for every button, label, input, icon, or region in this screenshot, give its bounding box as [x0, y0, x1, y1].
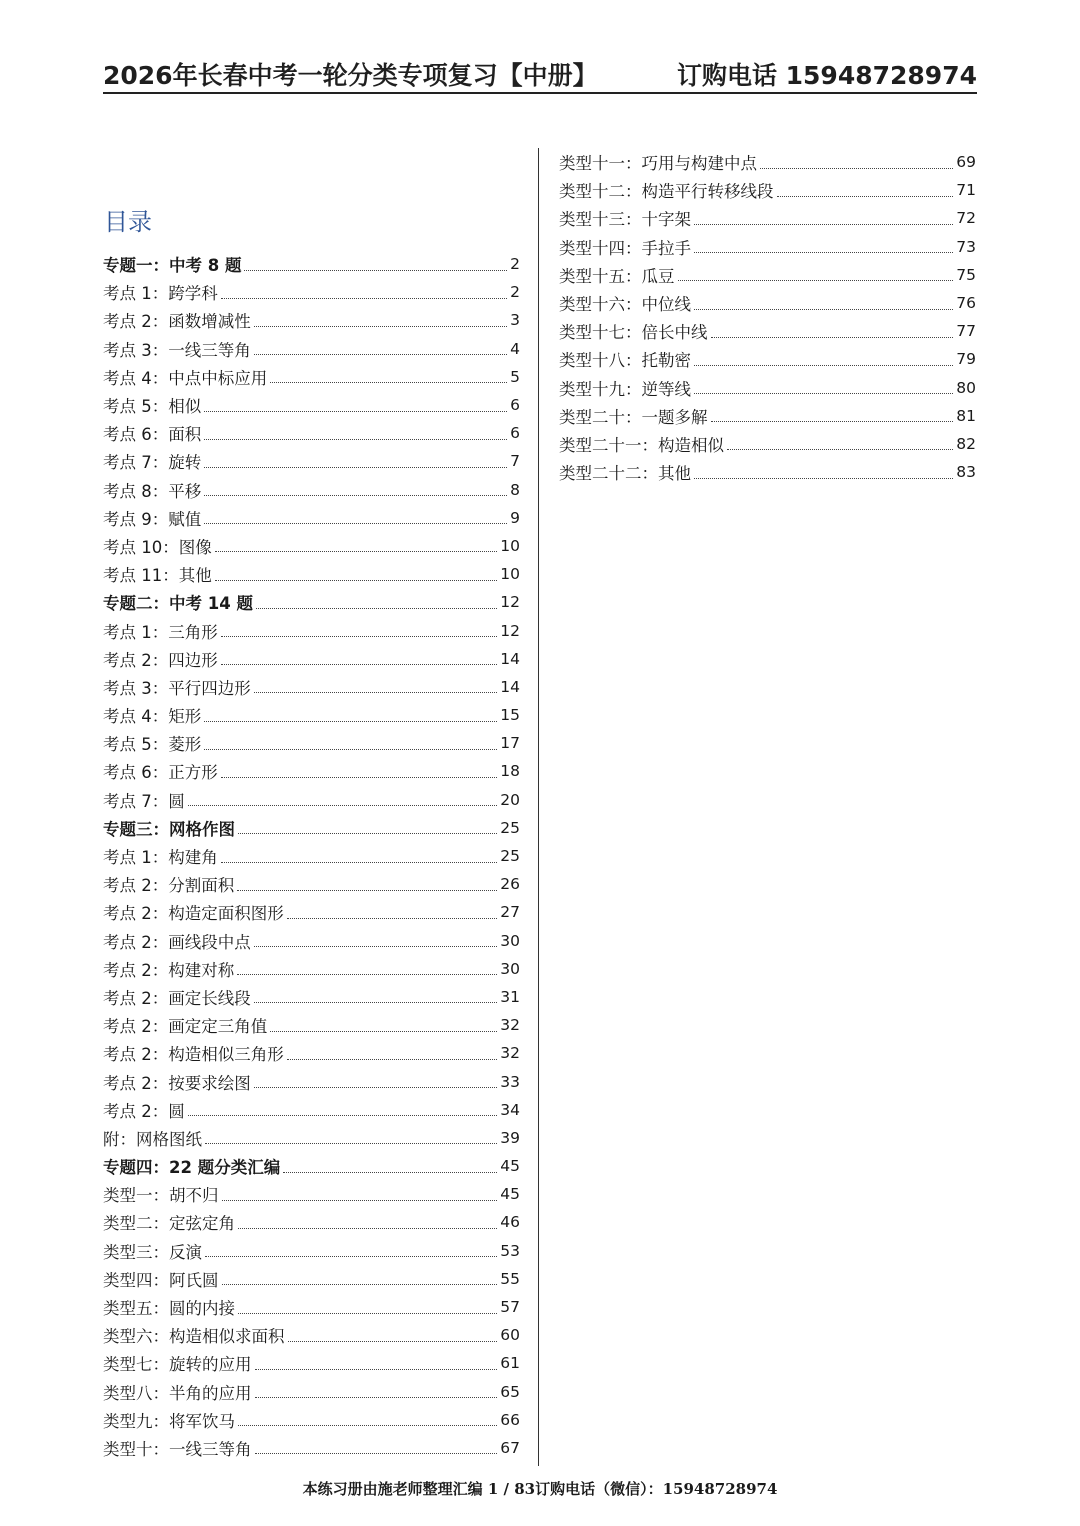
toc-entry[interactable]: [103, 532, 520, 560]
toc-entry-page: 79: [956, 350, 976, 369]
toc-entry-label: 类型十六：中位线: [559, 295, 691, 315]
toc-entry-page: 12: [500, 593, 520, 612]
toc-entry-page: 6: [510, 396, 520, 415]
toc-entry-label: 考点 7：旋转: [103, 453, 202, 473]
toc-entry-page: 9: [510, 508, 520, 527]
toc-entry-page: 45: [500, 1157, 520, 1176]
dot-leader: [204, 721, 497, 722]
toc-entry-label: 考点 2：画定定三角值: [103, 1017, 268, 1037]
toc-entry[interactable]: [103, 447, 520, 475]
dot-leader: [188, 805, 498, 806]
toc-entry-page: 57: [500, 1298, 520, 1317]
toc-entry-page: 8: [510, 480, 520, 499]
dot-leader: [254, 1002, 498, 1003]
page-header: [103, 52, 977, 94]
toc-entry-label: 类型七：旋转的应用: [103, 1355, 252, 1375]
toc-entry-label: 类型十七：倍长中线: [559, 323, 708, 343]
toc-entry[interactable]: [103, 560, 520, 588]
toc-entry-page: 45: [500, 1185, 520, 1204]
dot-leader: [287, 918, 498, 919]
dot-leader: [205, 1143, 497, 1144]
toc-entry[interactable]: [559, 374, 976, 402]
toc-entry-page: 31: [500, 987, 520, 1006]
toc-entry-page: 26: [500, 875, 520, 894]
toc-entry-label: 考点 2：函数增减性: [103, 312, 251, 332]
toc-entry-page: 65: [500, 1382, 520, 1401]
toc-entry-label: 考点 2：画线段中点: [103, 932, 251, 952]
toc-entry[interactable]: [103, 757, 520, 785]
dot-leader: [215, 551, 498, 552]
dot-leader: [254, 326, 507, 327]
toc-entry-label: 类型五：圆的内接: [103, 1299, 235, 1319]
toc-entry[interactable]: [103, 1039, 520, 1067]
toc-entry[interactable]: [103, 673, 520, 701]
toc-entry-label: 考点 10：图像: [103, 537, 212, 557]
toc-entry-label: 考点 6：正方形: [103, 763, 218, 783]
toc-entry-page: 66: [500, 1410, 520, 1429]
dot-leader: [694, 309, 953, 310]
dot-leader: [238, 833, 497, 834]
toc-entry-label: 类型十二：构造平行转移线段: [559, 182, 774, 202]
toc-entry-label: 考点 2：画定长线段: [103, 988, 251, 1008]
toc-entry-label: 考点 2：圆: [103, 1101, 185, 1121]
dot-leader: [237, 974, 497, 975]
toc-entry-label: 类型二十一：构造相似: [559, 435, 724, 455]
toc-entry[interactable]: [103, 955, 520, 983]
dot-leader: [694, 252, 953, 253]
column-divider: [538, 148, 539, 1466]
dot-leader: [255, 1369, 498, 1370]
dot-leader: [760, 168, 953, 169]
toc-entry[interactable]: [559, 261, 976, 289]
toc-entry-label: 类型二十：一题多解: [559, 407, 708, 427]
dot-leader: [204, 467, 507, 468]
toc-entry[interactable]: [103, 927, 520, 955]
dot-leader: [237, 890, 497, 891]
dot-leader: [694, 224, 953, 225]
dot-leader: [215, 580, 498, 581]
toc-entry-page: 18: [500, 762, 520, 781]
toc-entry-page: 32: [500, 1044, 520, 1063]
toc-entry-label: 考点 4：中点中标应用: [103, 368, 268, 388]
document-title: 2026年长春中考一轮分类专项复习【中册】: [103, 61, 598, 90]
toc-entry[interactable]: [559, 430, 976, 458]
dot-leader: [255, 1397, 498, 1398]
toc-entry-page: 17: [500, 734, 520, 753]
toc-entry[interactable]: [559, 176, 976, 204]
dot-leader: [254, 354, 507, 355]
toc-entry-label: 专题三：网格作图: [103, 819, 235, 839]
toc-entry-label: 类型十四：手拉手: [559, 238, 691, 258]
toc-entry-label: 专题二：中考 14 题: [103, 594, 253, 614]
toc-entry[interactable]: [103, 701, 520, 729]
dot-leader: [678, 280, 954, 281]
toc-entry-page: 33: [500, 1072, 520, 1091]
toc-entry[interactable]: [559, 148, 976, 176]
toc-entry[interactable]: [103, 786, 520, 814]
toc-entry-label: 专题四：22 题分类汇编: [103, 1158, 281, 1178]
dot-leader: [283, 1172, 497, 1173]
toc-entry-page: 25: [500, 847, 520, 866]
toc-entry[interactable]: [103, 645, 520, 673]
toc-entry-page: 83: [956, 463, 976, 482]
toc-entry[interactable]: [103, 898, 520, 926]
toc-entry[interactable]: [559, 402, 976, 430]
dot-leader: [270, 1031, 497, 1032]
toc-entry-label: 类型四：阿氏圆: [103, 1270, 219, 1290]
toc-entry-label: 专题一：中考 8 题: [103, 256, 242, 276]
toc-entry-label: 考点 3：一线三等角: [103, 340, 251, 360]
toc-entry-page: 75: [956, 265, 976, 284]
toc-entry-label: 考点 5：菱形: [103, 735, 202, 755]
toc-entry-label: 类型十一：巧用与构建中点: [559, 154, 757, 174]
toc-entry-label: 考点 5：相似: [103, 397, 202, 417]
toc-entry[interactable]: [103, 476, 520, 504]
toc-entry-label: 考点 11：其他: [103, 566, 212, 586]
toc-entry[interactable]: [103, 1349, 520, 1377]
toc-entry[interactable]: [103, 1237, 520, 1265]
toc-entry-page: 30: [500, 959, 520, 978]
toc-entry[interactable]: [103, 1067, 520, 1095]
dot-leader: [221, 664, 498, 665]
toc-entry[interactable]: [103, 504, 520, 532]
toc-entry-label: 类型八：半角的应用: [103, 1383, 252, 1403]
toc-entry-label: 考点 1：构建角: [103, 848, 218, 868]
toc-entry[interactable]: [103, 1434, 520, 1462]
toc-entry-label: 考点 2：分割面积: [103, 876, 235, 896]
toc-entry-label: 考点 2：按要求绘图: [103, 1073, 251, 1093]
toc-entry-page: 7: [510, 452, 520, 471]
toc-section-entry[interactable]: [103, 814, 520, 842]
dot-leader: [204, 523, 507, 524]
toc-entry-page: 73: [956, 237, 976, 256]
dot-leader: [254, 692, 498, 693]
toc-entry-page: 39: [500, 1128, 520, 1147]
dot-leader: [238, 1313, 497, 1314]
order-phone: 订购电话 15948728974: [676, 61, 977, 90]
dot-leader: [287, 1059, 498, 1060]
toc-entry-label: 类型十九：逆等线: [559, 379, 691, 399]
toc-entry-label: 附：网格图纸: [103, 1129, 202, 1149]
toc-entry-page: 61: [500, 1354, 520, 1373]
toc-entry-page: 69: [956, 153, 976, 172]
toc-entry[interactable]: [103, 1321, 520, 1349]
toc-entry-label: 考点 1：跨学科: [103, 284, 218, 304]
toc-entry-label: 类型一：胡不归: [103, 1186, 219, 1206]
dot-leader: [777, 196, 954, 197]
toc-entry-page: 53: [500, 1241, 520, 1260]
toc-entry-page: 12: [500, 621, 520, 640]
toc-entry[interactable]: [103, 1011, 520, 1039]
toc-entry[interactable]: [103, 616, 520, 644]
dot-leader: [221, 862, 498, 863]
toc-entry-page: 76: [956, 294, 976, 313]
dot-leader: [221, 298, 507, 299]
toc-entry-label: 考点 2：四边形: [103, 650, 218, 670]
toc-entry-label: 类型十五：瓜豆: [559, 266, 675, 286]
dot-leader: [238, 1425, 497, 1426]
dot-leader: [204, 411, 507, 412]
toc-entry-label: 类型十三：十字架: [559, 210, 691, 230]
dot-leader: [711, 421, 954, 422]
toc-entry-page: 15: [500, 706, 520, 725]
toc-entry-page: 77: [956, 322, 976, 341]
toc-entry[interactable]: [103, 729, 520, 757]
toc-entry[interactable]: [103, 278, 520, 306]
toc-entry-label: 类型九：将军饮马: [103, 1411, 235, 1431]
toc-entry-page: 10: [500, 565, 520, 584]
dot-leader: [254, 1087, 498, 1088]
dot-leader: [204, 439, 507, 440]
toc-left-column: [103, 250, 520, 1462]
toc-entry-page: 46: [500, 1213, 520, 1232]
toc-entry[interactable]: [103, 363, 520, 391]
toc-entry-page: 2: [510, 255, 520, 274]
dot-leader: [694, 365, 953, 366]
dot-leader: [244, 270, 507, 271]
dot-leader: [221, 777, 498, 778]
toc-heading: 目录: [104, 208, 152, 236]
toc-entry[interactable]: [103, 1180, 520, 1208]
toc-entry[interactable]: [559, 233, 976, 261]
dot-leader: [204, 749, 497, 750]
toc-entry-page: 80: [956, 378, 976, 397]
toc-entry[interactable]: [559, 204, 976, 232]
dot-leader: [727, 449, 953, 450]
toc-entry-page: 14: [500, 677, 520, 696]
toc-entry[interactable]: [103, 1293, 520, 1321]
toc-entry-label: 考点 9：赋值: [103, 509, 202, 529]
toc-entry-label: 考点 2：构建对称: [103, 960, 235, 980]
toc-entry[interactable]: [103, 306, 520, 334]
toc-entry[interactable]: [103, 1124, 520, 1152]
toc-entry-page: 27: [500, 903, 520, 922]
dot-leader: [205, 1256, 497, 1257]
toc-entry[interactable]: [103, 335, 520, 363]
dot-leader: [270, 382, 507, 383]
toc-section-entry[interactable]: [103, 588, 520, 616]
toc-entry-page: 34: [500, 1100, 520, 1119]
dot-leader: [254, 946, 498, 947]
toc-entry-page: 14: [500, 649, 520, 668]
toc-section-entry[interactable]: [103, 1152, 520, 1180]
toc-entry-page: 5: [510, 367, 520, 386]
toc-entry[interactable]: [559, 458, 976, 486]
page-footer: 本练习册由施老师整理汇编 1 / 83订购电话（微信）：15948728974: [302, 1480, 778, 1498]
toc-entry-label: 考点 3：平行四边形: [103, 678, 251, 698]
toc-entry-label: 考点 4：矩形: [103, 707, 202, 727]
toc-entry-page: 4: [510, 339, 520, 358]
dot-leader: [256, 608, 497, 609]
toc-entry[interactable]: [103, 1096, 520, 1124]
toc-entry-label: 类型十八：托勒密: [559, 351, 691, 371]
toc-entry-page: 81: [956, 406, 976, 425]
toc-entry[interactable]: [103, 1265, 520, 1293]
dot-leader: [204, 495, 507, 496]
toc-entry-page: 20: [500, 790, 520, 809]
dot-leader: [694, 478, 953, 479]
dot-leader: [222, 1200, 498, 1201]
toc-entry-label: 考点 2：构造定面积图形: [103, 904, 284, 924]
toc-entry-page: 60: [500, 1326, 520, 1345]
toc-entry-page: 10: [500, 536, 520, 555]
toc-entry-label: 考点 7：圆: [103, 791, 185, 811]
toc-entry[interactable]: [103, 1378, 520, 1406]
dot-leader: [221, 636, 498, 637]
toc-entry-label: 考点 8：平移: [103, 481, 202, 501]
toc-entry[interactable]: [103, 1208, 520, 1236]
toc-entry-page: 6: [510, 424, 520, 443]
toc-entry[interactable]: [103, 419, 520, 447]
toc-entry-label: 考点 2：构造相似三角形: [103, 1045, 284, 1065]
toc-entry-page: 2: [510, 283, 520, 302]
toc-entry-page: 82: [956, 434, 976, 453]
toc-entry-label: 类型十：一线三等角: [103, 1439, 252, 1459]
dot-leader: [255, 1453, 498, 1454]
dot-leader: [188, 1115, 498, 1116]
toc-entry-page: 32: [500, 1016, 520, 1035]
toc-entry[interactable]: [103, 870, 520, 898]
toc-entry-page: 71: [956, 181, 976, 200]
toc-entry-label: 考点 6：面积: [103, 425, 202, 445]
toc-entry-label: 类型二十二：其他: [559, 464, 691, 484]
dot-leader: [238, 1228, 497, 1229]
toc-entry-page: 30: [500, 931, 520, 950]
toc-entry-page: 25: [500, 818, 520, 837]
toc-entry-label: 考点 1：三角形: [103, 622, 218, 642]
toc-entry[interactable]: [559, 345, 976, 373]
toc-entry-page: 67: [500, 1438, 520, 1457]
toc-section-entry[interactable]: [103, 250, 520, 278]
toc-entry-page: 55: [500, 1269, 520, 1288]
toc-right-column: [559, 148, 976, 486]
toc-entry-label: 类型六：构造相似求面积: [103, 1327, 285, 1347]
dot-leader: [222, 1284, 498, 1285]
toc-entry-page: 72: [956, 209, 976, 228]
toc-entry[interactable]: [103, 842, 520, 870]
toc-entry-label: 类型二：定弦定角: [103, 1214, 235, 1234]
toc-entry-page: 3: [510, 311, 520, 330]
toc-entry[interactable]: [559, 317, 976, 345]
dot-leader: [694, 393, 953, 394]
toc-entry[interactable]: [559, 289, 976, 317]
dot-leader: [288, 1341, 498, 1342]
toc-entry-label: 类型三：反演: [103, 1242, 202, 1262]
toc-entry[interactable]: [103, 391, 520, 419]
dot-leader: [711, 337, 954, 338]
toc-entry[interactable]: [103, 1406, 520, 1434]
toc-entry[interactable]: [103, 983, 520, 1011]
